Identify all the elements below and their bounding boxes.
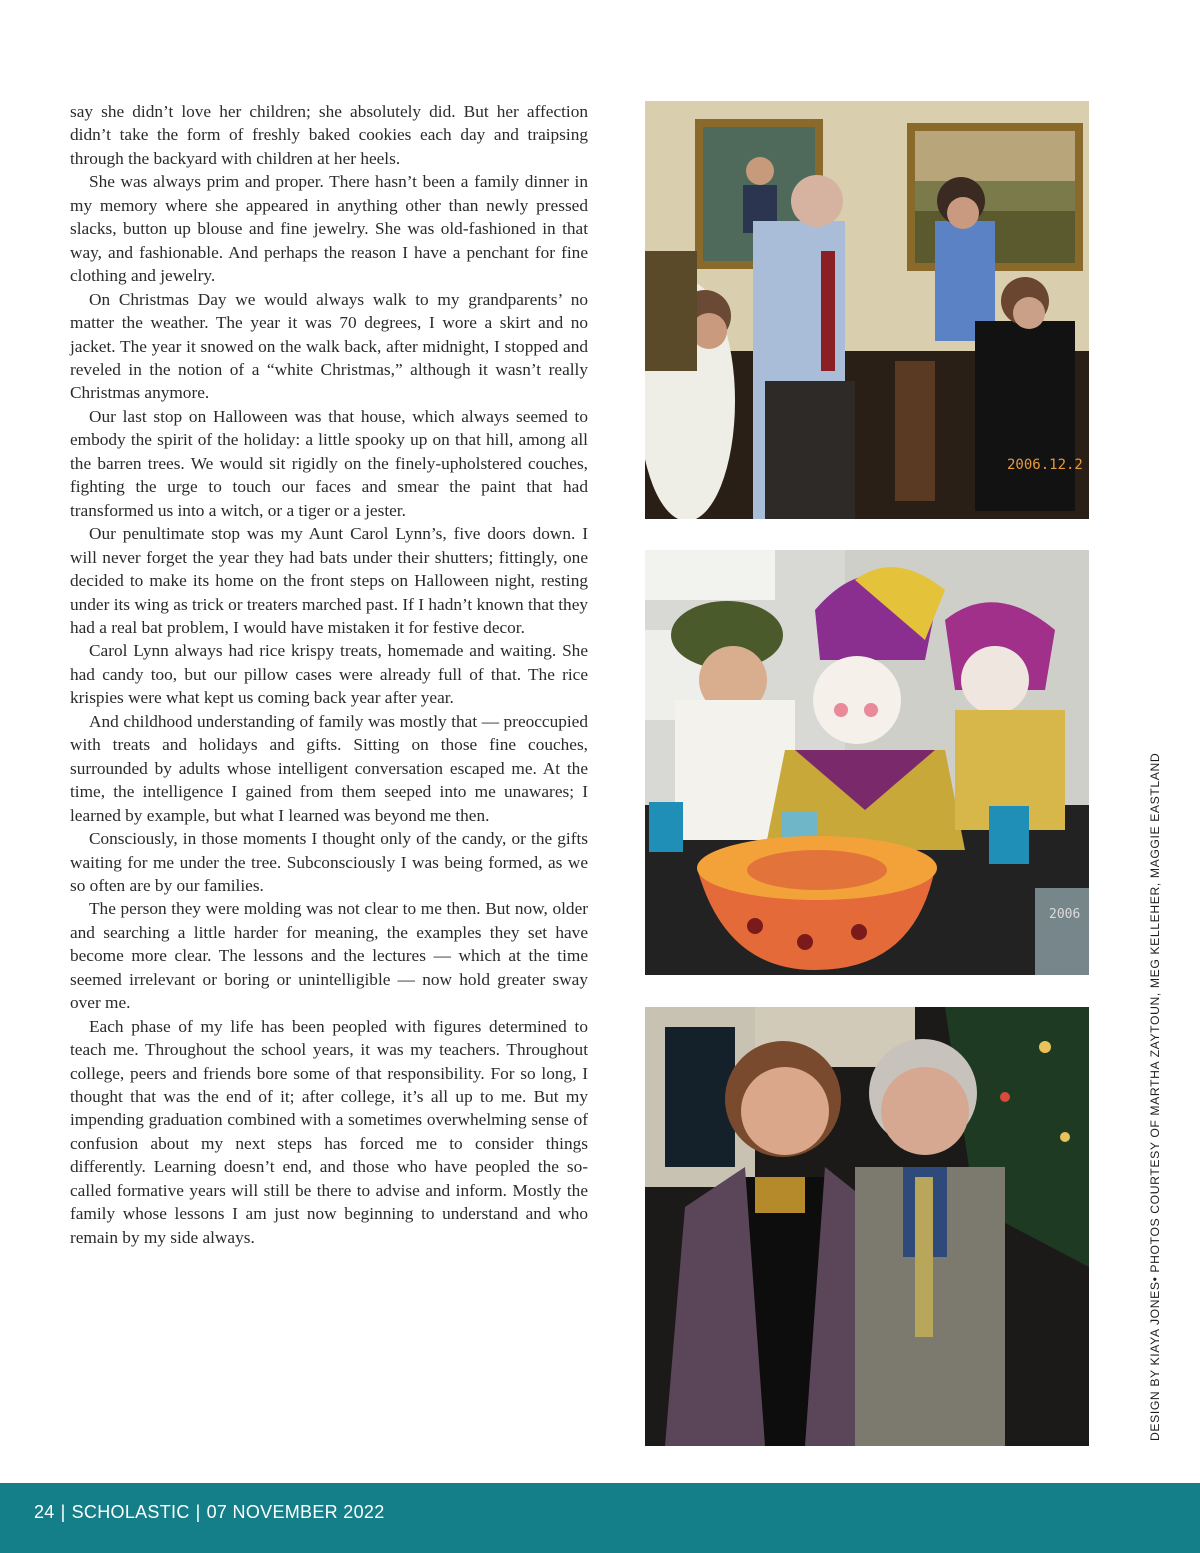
publication-name: SCHOLASTIC: [71, 1502, 190, 1522]
page-number: 24: [34, 1502, 55, 1522]
article-body: [70, 100, 588, 1249]
photo-credit: DESIGN BY KIAYA JONES• PHOTOS COURTESY OF MARTHA ZAYTOUN, MEG KELLEHER, MAGGIE EASTLAND: [1148, 752, 1162, 1441]
couple-portrait-photo: [645, 1007, 1089, 1446]
photo2-date-stamp: 2006: [1049, 907, 1081, 922]
article-paragraph: Our penultimate stop was my Aunt Carol Lynn’s, five doors down. I will never forget the year they had bats under their shutters; fittingly, one decided to make its home on the front steps on Halloween night, resting under its wing as trick or treaters marched past. If I hadn’t known that they had a real bat problem, I would have mistaken it for festive decor.: [70, 524, 588, 637]
issue-date: 07 NOVEMBER 2022: [206, 1502, 385, 1522]
photo1-date-stamp: 2006.12.2: [1007, 457, 1083, 473]
footer-text: [34, 1483, 385, 1541]
article-paragraph: The person they were molding was not clear to me then. But now, older and searching a little harder for meaning, the examples they set have become more clear. The lessons and the lectures — which at the time seemed irrelevant or boring or unintelligible — now hold greater sway over me.: [70, 899, 588, 1013]
footer-separator: |: [60, 1502, 66, 1522]
footer-separator: |: [195, 1502, 201, 1522]
article-paragraph: say she didn’t love her children; she absolutely did. But her affection didn’t take the form of freshly baked cookies each day and traipsing through the backyard with children at her heels.: [70, 102, 588, 168]
article-paragraph: She was always prim and proper. There hasn’t been a family dinner in my memory where she appeared in anything other than newly pressed slacks, button up blouse and fine jewelry. She was old-fashioned in that way, and fashionable. And perhaps the reason I have a penchant for fine clothing and jewelry.: [70, 172, 588, 286]
article-paragraph: Carol Lynn always had rice krispy treats, homemade and waiting. She had candy too, but our pillow cases were already full of that. The rice krispies were what kept us coming back year after year.: [70, 641, 588, 708]
article-paragraph: Our last stop on Halloween was that house, which always seemed to embody the spirit of the holiday: a little spooky up on that hill, among all the barren trees. We would sit rigidly on the finely-upholstered couches, fighting the urge to touch our faces and smear the paint that had transformed us into a witch, or a tiger or a jester.: [70, 406, 588, 520]
article-paragraph: And childhood understanding of family was mostly that — preoccupied with treats and holidays and gifts. Sitting on those fine couches, surrounded by adults whose intelligent conversation escaped me. At the time, the intelligence I gained from them seeped into me unawares; I learned by example, but what I learned was beyond me then.: [70, 711, 588, 825]
family-gathering-photo: [645, 101, 1089, 519]
footer-band: [0, 1483, 1200, 1553]
article-paragraph: On Christmas Day we would always walk to my grandparents’ no matter the weather. The year it was 70 degrees, I wore a skirt and no jacket. The year it snowed on the walk back, after midnight, I stopped and reveled in the notion of a “white Christmas,” although it wasn’t really Christmas anymore.: [70, 289, 588, 403]
article-paragraph: Consciously, in those moments I thought only of the candy, or the gifts waiting for me under the tree. Subconsciously I was being formed, as we so often are by our families.: [70, 829, 588, 895]
article-paragraph: Each phase of my life has been peopled with figures determined to teach me. Throughout the school years, it was my teachers. Throughout college, peers and friends bore some of that responsibility. For so long, I thought that was the end of it; after college, it’s all up to me. But my impending graduation combined with a sometimes overwhelming sense of confusion about my next steps has forced me to consider things differently. Learning doesn’t end, and those who have peopled the so-called formative years will still be there to advise and inform. Mostly the family whose lessons I am just now beginning to understand and who remain by my side always.: [70, 1016, 588, 1247]
halloween-costumes-photo: [645, 550, 1089, 975]
